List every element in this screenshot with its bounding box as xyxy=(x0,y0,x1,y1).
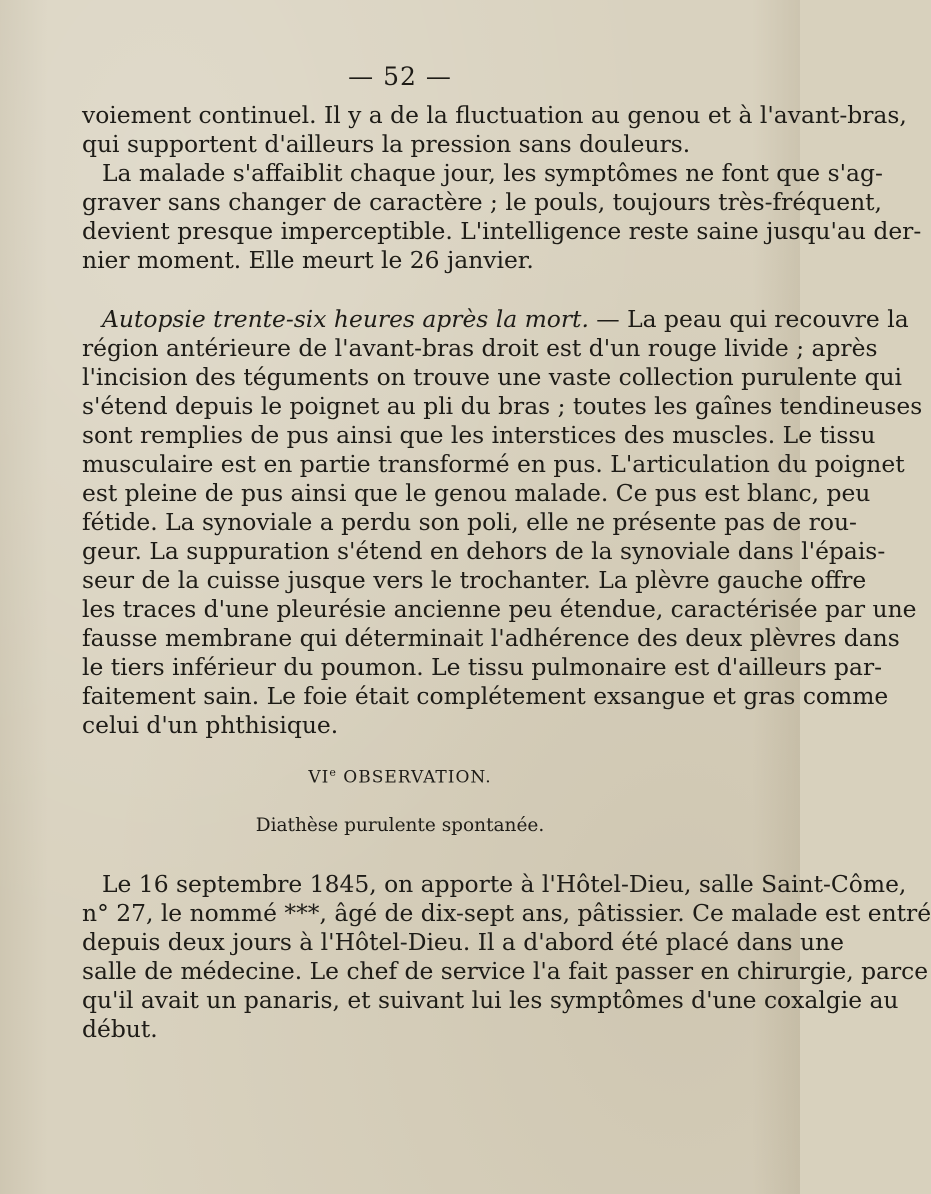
text-line: fétide. La synoviale a perdu son poli, elle ne présente pas de rou- xyxy=(82,508,857,536)
text-line: faitement sain. Le foie était complétement exsangue et gras comme xyxy=(82,682,889,710)
text-line: début. xyxy=(82,1015,158,1043)
text-line: geur. La suppuration s'étend en dehors de la synoviale dans l'épais- xyxy=(82,537,886,565)
text-line: qu'il avait un panaris, et suivant lui les symptômes d'une coxalgie au xyxy=(82,986,899,1014)
text-line: n° 27, le nommé ***, âgé de dix-sept ans, pâtissier. Ce malade est entré xyxy=(82,899,931,927)
text-line: Le 16 septembre 1845, on apporte à l'Hôtel-Dieu, salle Saint-Côme, xyxy=(102,870,907,898)
text-line: salle de médecine. Le chef de service l'a fait passer en chirurgie, parce xyxy=(82,957,929,985)
text-line: fausse membrane qui déterminait l'adhérence des deux plèvres dans xyxy=(82,624,900,652)
text-line: le tiers inférieur du poumon. Le tissu pulmonaire est d'ailleurs par- xyxy=(82,653,883,681)
observation-label: OBSERVATION. xyxy=(336,767,492,788)
page-number: — 52 — xyxy=(348,62,452,91)
text-line: les traces d'une pleurésie ancienne peu étendue, caractérisée par une xyxy=(82,595,917,623)
autopsy-lead: Autopsie trente-six heures après la mort. xyxy=(102,305,589,333)
text-line: depuis deux jours à l'Hôtel-Dieu. Il a d'abord été placé dans une xyxy=(82,928,844,956)
text-line: l'incision des téguments on trouve une vaste collection purulente qui xyxy=(82,363,903,391)
text-line: devient presque imperceptible. L'intelligence reste saine jusqu'au der- xyxy=(82,217,922,245)
text-line: La malade s'affaiblit chaque jour, les symptômes ne font que s'ag- xyxy=(102,159,883,187)
text-line: musculaire est en partie transformé en pus. L'articulation du poignet xyxy=(82,450,905,478)
text-line: seur de la cuisse jusque vers le trochanter. La plèvre gauche offre xyxy=(82,566,867,594)
autopsy-lead-rest: — La peau qui recouvre la xyxy=(588,305,909,333)
text-line: est pleine de pus ainsi que le genou malade. Ce pus est blanc, peu xyxy=(82,479,871,507)
text-line: sont remplies de pus ainsi que les interstices des muscles. Le tissu xyxy=(82,421,876,449)
text-line: nier moment. Elle meurt le 26 janvier. xyxy=(82,246,534,274)
text-line xyxy=(102,305,909,334)
text-line: voiement continuel. Il y a de la fluctuation au genou et à l'avant-bras, xyxy=(82,101,907,129)
text-line: graver sans changer de caractère ; le pouls, toujours très-fréquent, xyxy=(82,188,882,216)
text-line: région antérieure de l'avant-bras droit est d'un rouge livide ; après xyxy=(82,334,878,362)
text-line: s'étend depuis le poignet au pli du bras ; toutes les gaînes tendineuses xyxy=(82,392,923,420)
observation-subtitle: Diathèse purulente spontanée. xyxy=(255,815,545,836)
text-line: celui d'un phthisique. xyxy=(82,711,339,739)
observation-number: VI xyxy=(308,767,330,788)
observation-superscript: e xyxy=(329,766,337,779)
text-line: qui supportent d'ailleurs la pression sans douleurs. xyxy=(82,130,691,158)
observation-heading xyxy=(0,766,800,788)
